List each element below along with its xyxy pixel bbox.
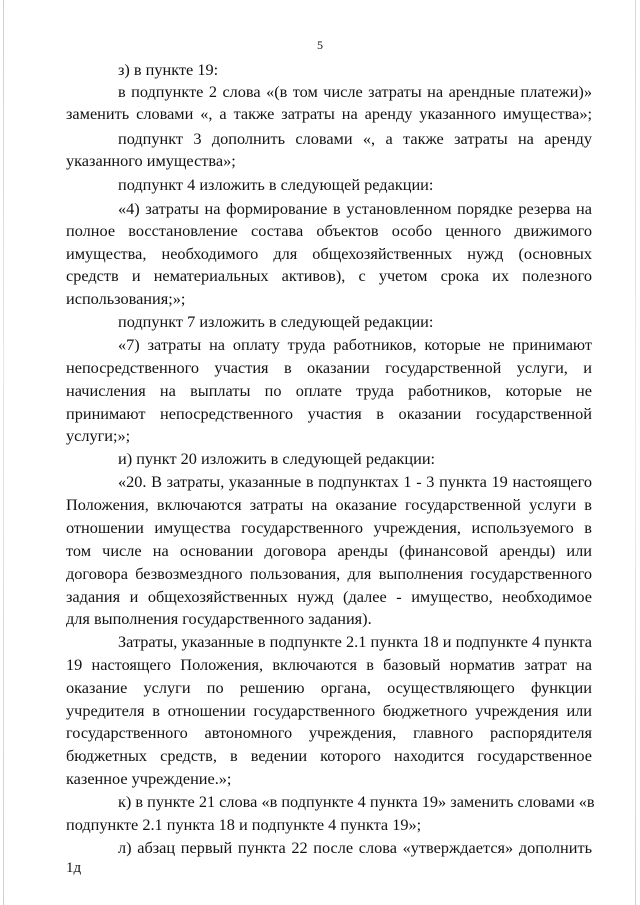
text-line: для выполнения государственного задания). (66, 609, 372, 628)
text-line: подпункт 4 изложить в следующей редакции: (118, 175, 434, 194)
text-line: подпункте 2.1 пункта 18 и подпункте 4 пункта 19»; (66, 815, 422, 834)
text-line: в подпункте 2 слова «(в том числе затраты на арендные платежи)» (118, 82, 592, 101)
text-line: имущества, необходимого для общехозяйственных нужд (основных (66, 244, 592, 263)
text-line: «20. В затраты, указанные в подпунктах 1 - 3 пункта 19 настоящего (118, 472, 592, 491)
text-line: договора безвозмездного пользования, для выполнения государственного (66, 564, 592, 583)
text-line: 19 настоящего Положения, включаются в базовый норматив затрат на (66, 655, 592, 674)
footer-code: 1д (66, 860, 82, 876)
text-line: задания и общехозяйственных нужд (далее - имущество, необходимое (66, 587, 592, 606)
text-line: бюджетных средств, в ведении которого находится государственное (66, 746, 592, 765)
text-line: начисления на выплаты по оплате труда работников, которые не (66, 381, 592, 400)
text-line: л) абзац первый пункта 22 после слова «утверждается» дополнить (118, 838, 592, 857)
scan-edge-right (635, 0, 636, 905)
page-number: 5 (317, 38, 323, 52)
text-line: Положения, включаются затраты на оказание государственной услуги в (66, 495, 592, 514)
text-line: указанного имущества»; (66, 151, 236, 170)
text-line: оказание услуги по решению органа, осуществляющего функции (66, 678, 592, 697)
text-line: казенное учреждение.»; (66, 769, 232, 788)
text-line: Затраты, указанные в подпункте 2.1 пункта 18 и подпункте 4 пункта (118, 632, 592, 651)
text-line: и) пункт 20 изложить в следующей редакции: (118, 449, 436, 468)
text-line: средств и нематериальных активов), с учетом срока их полезного (66, 266, 592, 285)
scan-edge-left (3, 0, 4, 905)
text-line: «7) затраты на оплату труда работников, которые не принимают (118, 335, 592, 354)
text-line: том числе на основании договора аренды (финансовой аренды) или (66, 541, 592, 560)
text-line: принимают непосредственного участия в оказании государственной (66, 404, 592, 423)
text-line: государственного автономного учреждения, главного распорядителя (66, 723, 592, 742)
text-line: полное восстановление состава объектов особо ценного движимого (66, 221, 592, 240)
text-line: учредителя в отношении государственного бюджетного учреждения или (66, 701, 592, 720)
text-line: непосредственного участия в оказании государственной услуги, и (66, 358, 592, 377)
text-line: «4) затраты на формирование в установленном порядке резерва на (118, 199, 592, 218)
text-line: подпункт 7 изложить в следующей редакции: (118, 312, 434, 331)
text-line: подпункт 3 дополнить словами «, а также затраты на аренду (118, 129, 592, 148)
text-line: использования;»; (66, 289, 186, 308)
text-line: услуги;»; (66, 426, 131, 445)
text-line: отношении имущества государственного учреждения, используемого в (66, 518, 592, 537)
text-line: з) в пункте 19: (118, 60, 219, 79)
text-line: к) в пункте 21 слова «в подпункте 4 пункта 19» заменить словами «в (118, 792, 595, 811)
text-line: заменить словами «, а также затраты на аренду указанного имущества»; (66, 104, 592, 123)
